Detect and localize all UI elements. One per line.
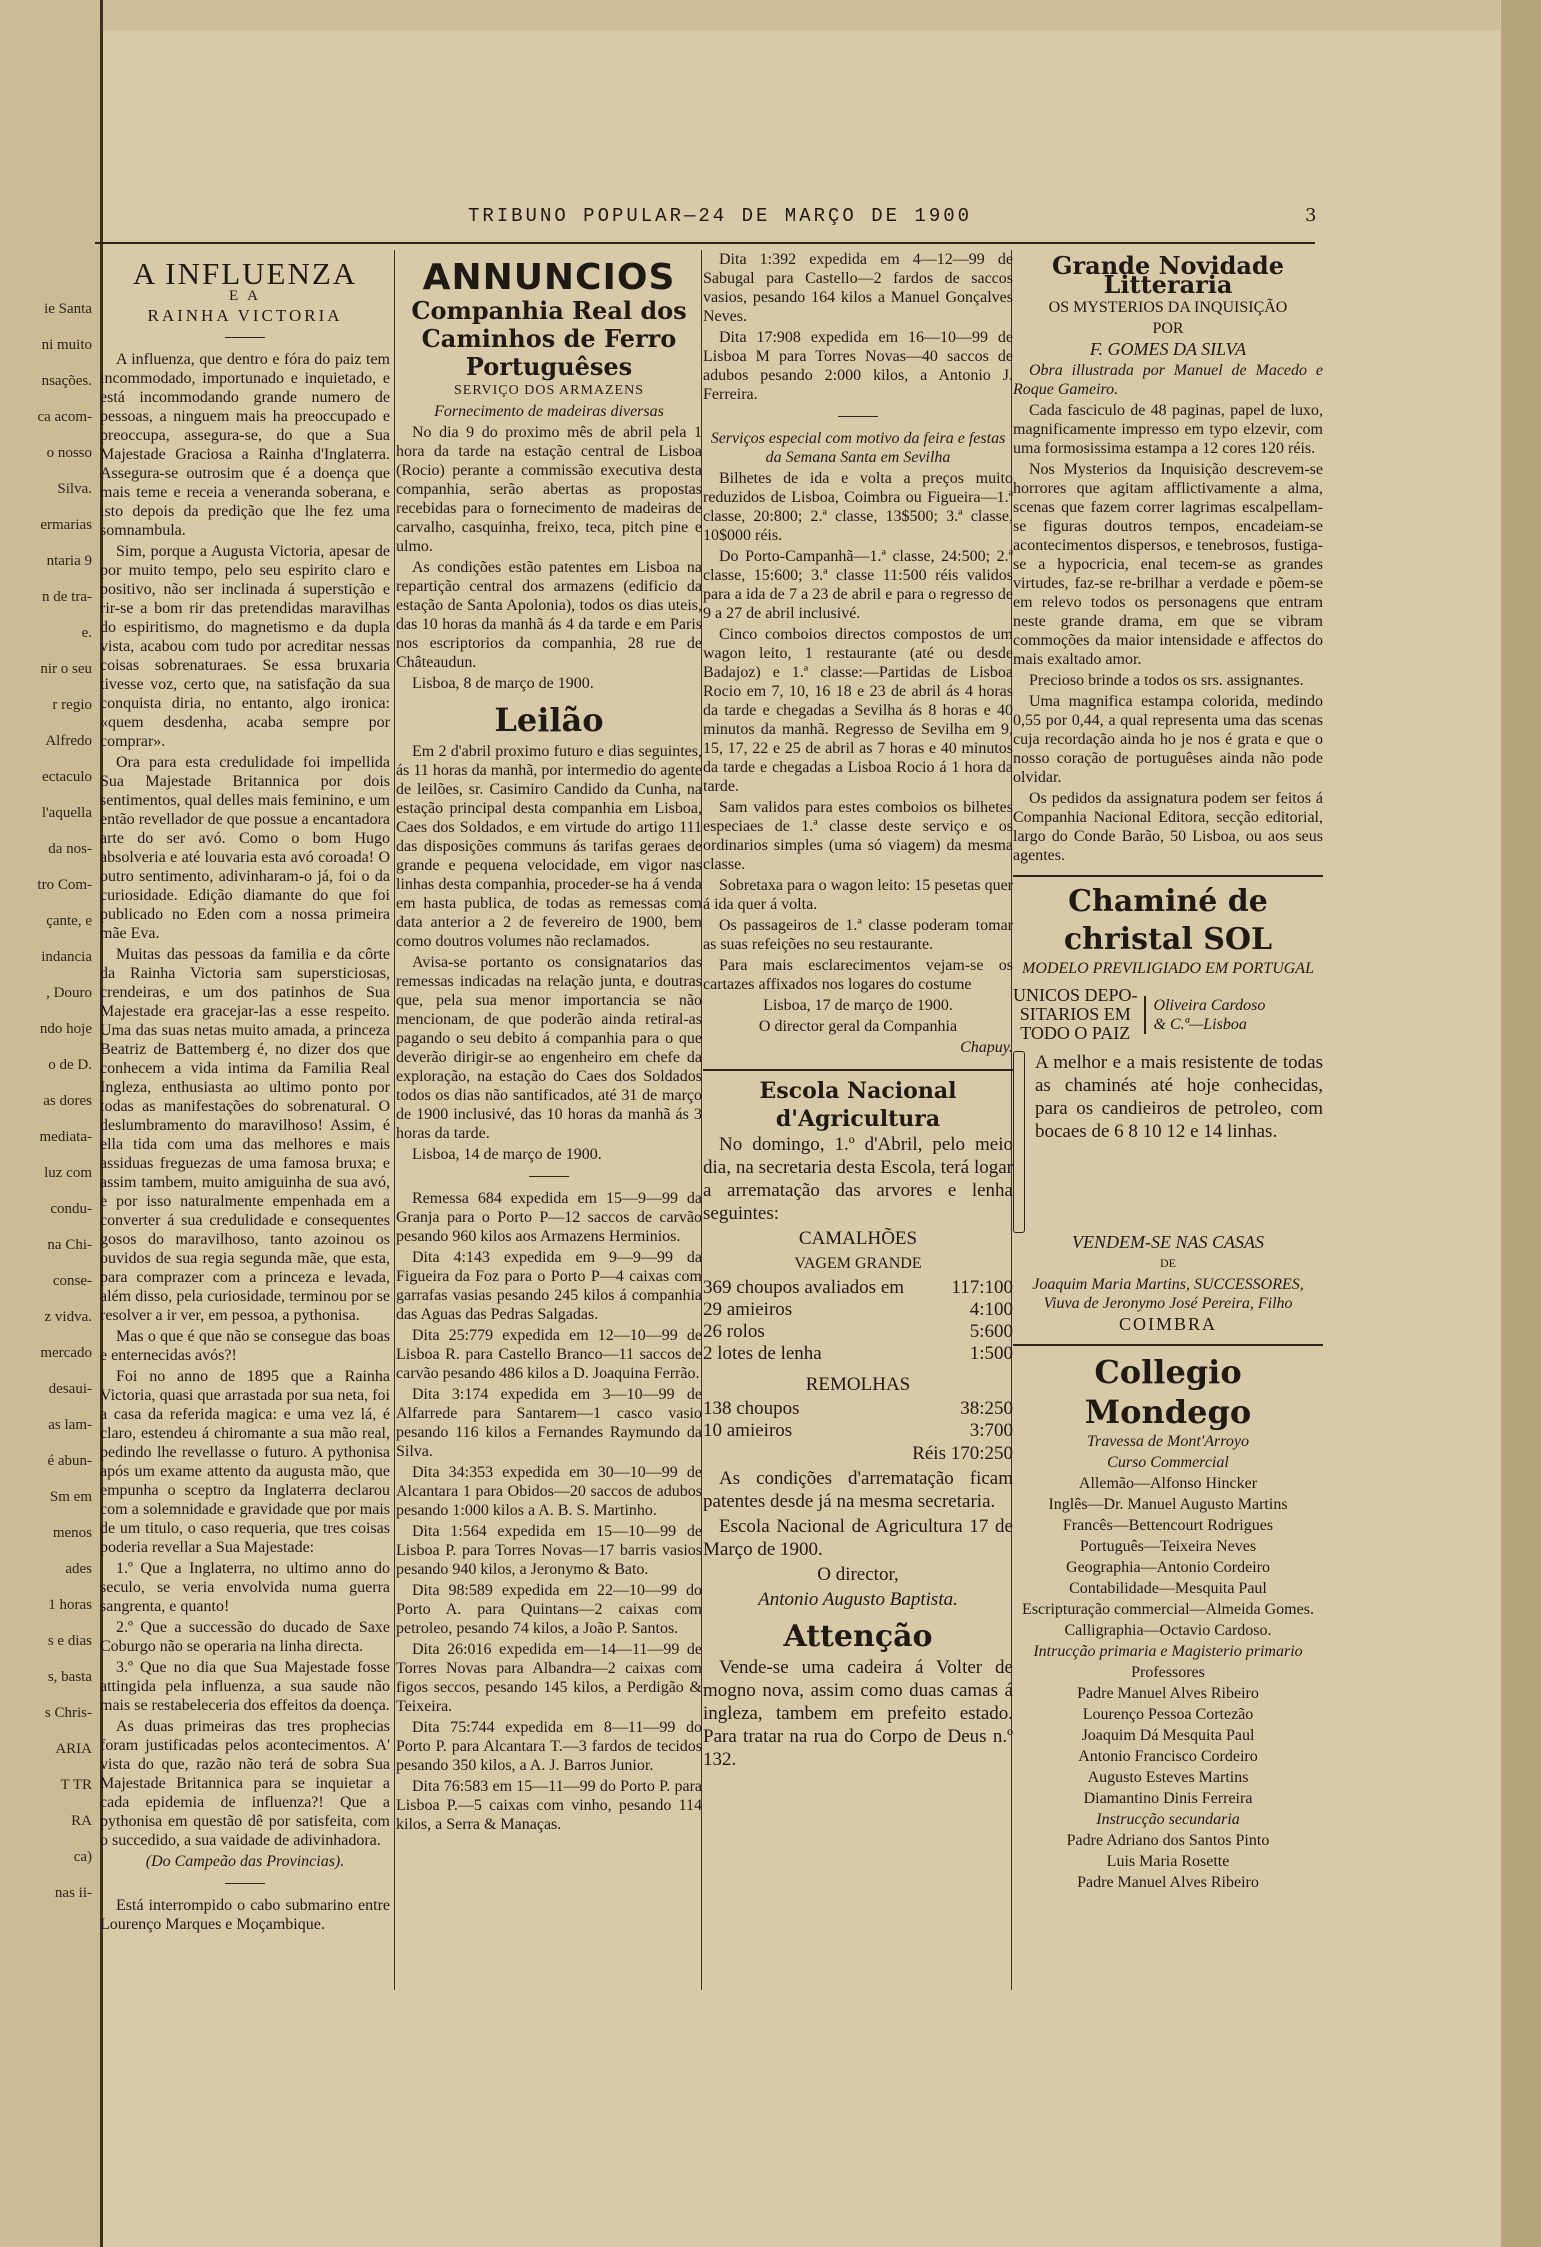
binding-fragment: z vidva. [44, 1309, 92, 1325]
paragraph: Para mais esclarecimentos vejam-se os cartazes affixados nos logares do costume [703, 957, 1013, 993]
professor-line: Lourenço Pessoa Cortezão [1082, 1706, 1254, 1723]
binding-fragment: ie Santa [44, 301, 92, 317]
binding-fragment: da nos- [48, 841, 92, 857]
article-subtitle: RAINHA VICTORIA [147, 306, 343, 325]
lot-row [703, 1420, 1013, 1442]
section-title: ANNUNCIOS [422, 257, 676, 298]
paragraph: Ora para esta credulidade foi impellida Sua Majestade Britannica por dois sentimentos, qual delles mais feminino, e um então revellador de que possue a encantadora arte do ser avó. Como o bom Hugo absolveria e até louvaria esta avó coroada! O outro sentimento, adivinharam-o já, foi o da curiosidade. Edição diamante do que foi publicado no Eden com a nossa primeira mãe Eva. [100, 754, 390, 942]
binding-fragment: tro Com- [37, 877, 92, 893]
school-title: Escola Nacional d'Agricultura [759, 1078, 957, 1132]
sellers-heading: VENDEM-SE NAS CASAS [1072, 1232, 1264, 1252]
binding-fragment: ca acom- [37, 409, 92, 425]
ad-company: Companhia Real dos Caminhos de Ferro Portuguêses [411, 296, 687, 381]
paragraph: No dia 9 do proximo mês de abril pela 1 hora da tarde na estação central de Lisboa (Rocio) perante a commissão executiva desta companhia, serão abertas as propostas recebidas para o fornecimento de madeiras de carvalho, casquinha, freixo, teca, pitch pine e ulmo. [396, 424, 702, 555]
paragraph: 3.º Que no dia que Sua Majestade fosse attingida pela influenza, a sua saude não mais se restabeleceria dos effeitos da doença. [100, 1659, 390, 1714]
lot-row [703, 1321, 1013, 1343]
paragraph: Escola Nacional de Agricultura 17 de Março de 1900. [703, 1516, 1013, 1560]
paragraph: Avisa-se portanto os consignatarios das remessas indicadas na relação junta, e doutras que, pela sua menor importancia se não mencionam, de que poderão ainda retiral-as pagando o seu debito á companhia para o que deverão dirigir-se ao engenheiro em chefe da exploração, na estação do Caes dos Soldados todos os dias não santificados, até 31 de março de 1900 inclusivé, das 10 horas da manhã ás 3 horas da tarde. [396, 954, 702, 1142]
divider [225, 1883, 265, 1884]
binding-fragment: luz com [44, 1165, 92, 1181]
newspaper-header: TRIBUNO POPULAR—24 DE MARÇO DE 1900 [467, 205, 973, 227]
ad-service: SERVIÇO DOS ARMAZENS [453, 383, 645, 398]
previous-page-fragment [0, 0, 103, 2247]
binding-fragment: 1 horas [48, 1597, 92, 1613]
lot-heading: REMOLHAS [805, 1374, 911, 1395]
paragraph: A melhor e a mais resistente de todas as chaminés até hoje conhecidas, para os candieiros de petroleo, com bocaes de 6 8 10 12 e 14 linhas. [1035, 1052, 1323, 1142]
sellers-de: DE [1160, 1256, 1176, 1270]
paragraph: Dita 17:908 expedida em 16—10—99 de Lisboa M para Torres Novas—40 saccos de adubos pesando 2:000 kilos, a Antonio J. Ferreira. [703, 329, 1013, 403]
page-right-edge [1501, 0, 1541, 2247]
binding-fragment: ca) [73, 1849, 92, 1865]
lot-row [703, 1343, 1013, 1365]
binding-fragment: s, basta [47, 1669, 92, 1685]
binding-fragment: Sm em [49, 1489, 92, 1505]
binding-fragment: nsações. [41, 373, 92, 389]
depositaries [1013, 986, 1323, 1043]
book-por: POR [1152, 320, 1184, 337]
source-credit: (Do Campeão das Provincias). [145, 1853, 345, 1870]
lot-label: 26 rolos [703, 1321, 765, 1342]
attention-title: Attenção [783, 1619, 933, 1654]
paragraph: Uma magnifica estampa colorida, medindo 0,55 por 0,44, a qual representa uma das scenas cuja recordação ainda ho je nos é grata e que o nosso coração de portuguêses ainda não pode olvidar. [1013, 693, 1323, 786]
course-title: Intrucção primaria e Magisterio primario [1033, 1643, 1303, 1660]
lot-row [703, 1277, 1013, 1299]
dep-line: TODO O PAIZ [1020, 1023, 1131, 1043]
dep-name: Oliveira Cardoso [1153, 996, 1266, 1014]
paragraph: Muitas das pessoas da familia e da côrte da Rainha Victoria sam supersticiosas, crendeiras, e um dos patinhos de Sua Majestade era gracejar-las a esse respeito. Uma das suas netas muito amada, a princeza Beatriz de Battemberg é, no dizer dos que conhecem a vida intima da Familia Real Ingleza, enthusiasta ao ultimo ponto por todas as manifestações do sobrenatural. O deslumbramento do maravilhoso! Assim, é ella tida com uma das melhores e mais assiduas freguezas de uma famosa bruxa; e assim tambem, muito amiguinha de sua avó, e por isso naturalmente empenhada em a converter á sua credulidade e consequentes gosos do maravilhoso, tanto azoinou os ouvidos de sua regia segunda mãe, que esta, para comprazer com a princeza e levada, além disso, pela curiosidade, terminou por se resolver a ir ver, em pessoa, a pythonisa. [100, 946, 390, 1324]
book-title: OS MYSTERIOS DA INQUISIÇÃO [1048, 299, 1288, 316]
column-ads-middle [703, 250, 1013, 2000]
lot-label: 369 choupos avaliados em [703, 1277, 905, 1298]
paragraph: 1.º Que a Inglaterra, no ultimo anno do seculo, se veria envolvida numa guerra sangrenta, e quanto! [100, 1560, 390, 1615]
binding-fragment: desaui- [48, 1381, 92, 1397]
binding-fragment: mercado [40, 1345, 92, 1361]
paragraph: Em 2 d'abril proximo futuro e dias seguintes, ás 11 horas da manhã, por intermedio do agente de leilões, sr. Casimiro Candido da Cunha, na estação principal desta companhia em Lisboa, Caes dos Soldados, e em virtude do artigo 111 das disposições communs ás tarifas geraes de grande e pequena velocidade, em vigor nas linhas desta companhia, proceder-se ha á venda em hasta publica, de todas as remessas com data anterior a 2 de fevereiro de 1900, bem como doutros volumes não reclamados. [396, 743, 702, 950]
binding-fragment: l'aquella [41, 805, 92, 821]
binding-fragment: ndo hoje [39, 1021, 92, 1037]
date-line: Lisboa, 17 de março de 1900. [763, 997, 953, 1014]
binding-fragment: s Chris- [44, 1705, 92, 1721]
remessas-list [396, 1189, 702, 1834]
paragraph: Cinco comboios directos compostos de um wagon leito, 1 restaurante (até ou desde Badajoz) e 1.ª classe:—Partidas de Lisboa Rocio em 7, 10, 16 18 e 23 de abril ás 4 horas da tarde e chegadas a Sevilha ás 8 horas e 40 minutos da manhã. Regresso de Sevilha em 9, 15, 17, 22 e 25 de abril as 7 horas e 40 minutos da tarde e chegadas a Lisboa Rocio á 1 hora da tarde. [703, 626, 1013, 795]
paragraph: Mas o que é que não se consegue das boas e enternecidas avós?! [100, 1328, 390, 1364]
services-title: Serviços especial com motivo da feira e festas da Semana Santa em Sevilha [710, 430, 1006, 466]
teacher-line: Contabilidade—Mesquita Paul [1069, 1580, 1267, 1597]
teacher-line: Francês—Bettencourt Rodrigues [1062, 1517, 1274, 1534]
lots-table [703, 1277, 1013, 1365]
professors-list [1013, 1831, 1323, 1892]
binding-fragment: ermarias [40, 517, 92, 533]
header-rule [95, 242, 1315, 244]
paragraph: Do Porto-Campanhã—1.ª classe, 24:500; 2.ª classe, 15:600; 3.ª classe 11:500 réis validos para a ida de 7 a 23 de abril e para o regresso de 9 a 27 de abril inclusivé. [703, 548, 1013, 622]
lot-value: 38:250 [960, 1398, 1013, 1419]
college-address: Travessa de Mont'Arroyo [1087, 1433, 1249, 1450]
lots-total: Réis 170:250 [912, 1443, 1013, 1464]
binding-fragment: menos [52, 1525, 92, 1541]
ad-subject: Fornecimento de madeiras diversas [434, 403, 664, 420]
professor-line: Antonio Francisco Cordeiro [1078, 1748, 1258, 1765]
lot-heading: CAMALHÕES [798, 1228, 918, 1249]
teacher-line: Allemão—Alfonso Hincker [1078, 1475, 1258, 1492]
binding-fragment: nir o seu [40, 661, 92, 677]
date-line: Lisboa, 14 de março de 1900. [412, 1146, 602, 1163]
binding-fragment: ectaculo [42, 769, 92, 785]
dep-line: SITARIOS EM [1019, 1004, 1131, 1024]
paragraph: Cada fasciculo de 48 paginas, papel de luxo, magnificamente impresso em typo elzevir, com uma formosissima estampa a 12 cores 120 réis. [1013, 402, 1323, 457]
lot-value: 1:500 [969, 1343, 1013, 1364]
divider [529, 1176, 569, 1177]
college-title: Collegio Mondego [1084, 1353, 1252, 1431]
dep-line: UNICOS DEPO- [1013, 985, 1138, 1005]
page-number: 3 [1305, 205, 1317, 226]
article-title: A INFLUENZA [132, 256, 358, 291]
lot-value: 5:600 [969, 1321, 1013, 1342]
binding-fragment: indancia [41, 949, 92, 965]
teacher-line: Calligraphia—Octavio Cardoso. [1064, 1622, 1272, 1639]
course-title: Instrucção secundaria [1096, 1811, 1240, 1828]
binding-fragment: nas ii- [54, 1885, 92, 1901]
remessa-item: Dita 75:744 expedida em 8—11—99 do Porto P. para Alcantara T.—3 fardos de tecidos pesando 350 kilos, a A. J. Barros Junior. [396, 1719, 702, 1774]
date-line: Lisboa, 8 de março de 1900. [412, 675, 594, 692]
binding-fragment: é abun- [47, 1453, 92, 1469]
remessa-item: Dita 1:564 expedida em 15—10—99 de Lisboa P. para Torres Novas—17 barris vasios pesando 940 kilos, a Jeronymo & Bato. [396, 1523, 702, 1578]
remessa-item: Dita 25:779 expedida em 12—10—99 de Lisboa R. para Castello Branco—11 saccos de carvão pesando 486 kilos a D. Joaquina Ferrão. [396, 1327, 702, 1382]
paragraph: Os passageiros de 1.ª classe poderam tomar as suas refeições no seu restaurante. [703, 917, 1013, 953]
signature-title: O director, [817, 1564, 899, 1585]
paragraph: As condições d'arrematação ficam patentes desde já na mesma secretaria. [703, 1468, 1013, 1512]
dep-name: & C.ª—Lisboa [1153, 1015, 1247, 1033]
course-title: Curso Commercial [1107, 1454, 1229, 1471]
binding-fragment: , Douro [46, 985, 92, 1001]
binding-fragment: mediata- [39, 1129, 92, 1145]
lot-value: 3:700 [969, 1420, 1013, 1441]
lot-label: 29 amieiros [703, 1299, 793, 1320]
column-influenza [100, 250, 390, 2000]
binding-fragment: conse- [52, 1273, 92, 1289]
binding-fragment: ades [65, 1561, 92, 1577]
professor-line: Diamantino Dinis Ferreira [1083, 1790, 1253, 1807]
book-ad-title: Grande Novidade Litteraria [1052, 251, 1284, 299]
professors-heading: Professores [1131, 1664, 1205, 1681]
lot-label: 10 amieiros [703, 1420, 793, 1441]
paragraph: A influenza, que dentro e fóra do paiz tem incommodado, importunado e inquietado, e está incommodando grande numero de pessoas, a ninguem mais ha preoccupado e preoccupa, assegura-se, do que a Sua Majestade Graciosa a Rainha d'Inglaterra. Assegura-se outrosim que é a doença que mais teme e receia a veneranda soberana, e isto depois da predição que lhe fez uma somnambula. [100, 351, 390, 539]
signature: Antonio Augusto Baptista. [758, 1589, 958, 1610]
binding-fragment: Silva. [57, 481, 92, 497]
article-subtitle: E A [229, 288, 261, 304]
remessa-item: Dita 26:016 expedida em—14—11—99 de Torres Novas para Albandra—2 caixas com figos seccos, pesando 145 kilos, a Perdigão & Teixeira. [396, 1641, 702, 1715]
lot-row [703, 1398, 1013, 1420]
binding-fragment: na Chi- [47, 1237, 92, 1253]
professor-line: Padre Adriano dos Santos Pinto [1066, 1832, 1270, 1849]
binding-fragment: as lam- [48, 1417, 92, 1433]
binding-fragment: T TR [60, 1777, 92, 1793]
binding-fragment: ntaria 9 [46, 553, 92, 569]
professor-line: Padre Manuel Alves Ribeiro [1077, 1685, 1259, 1702]
paragraph: No domingo, 1.º d'Abril, pelo meio dia, na secretaria desta Escola, terá logar a arrematação das arvores e lenha seguintes: [703, 1134, 1013, 1224]
sol-body [1013, 1051, 1323, 1233]
binding-fragment: o nosso [46, 445, 92, 461]
teacher-line: Geographia—Antonio Cordeiro [1066, 1559, 1270, 1576]
teacher-line: Português—Teixeira Neves [1079, 1538, 1257, 1555]
paragraph: Está interrompido o cabo submarino entre Lourenço Marques e Moçambique. [100, 1897, 390, 1933]
signature: Chapuy. [960, 1039, 1013, 1056]
teachers-list [1013, 1474, 1323, 1640]
teacher-line: Inglês—Dr. Manuel Augusto Martins [1048, 1496, 1288, 1513]
lot-row [703, 1299, 1013, 1321]
book-author: F. GOMES DA SILVA [1089, 339, 1247, 359]
paragraph: Precioso brinde a todos os srs. assignantes. [1029, 672, 1304, 689]
binding-fragment: condu- [50, 1201, 92, 1217]
binding-fragment: as dores [43, 1093, 92, 1109]
paragraph: Dita 1:392 expedida em 4—12—99 de Sabugal para Castello—2 fardos de saccos vasios, pesando 164 kilos a Manuel Gonçalves Neves. [703, 251, 1013, 325]
lot-value: 117:100 [951, 1277, 1013, 1298]
paragraph: Sim, porque a Augusta Victoria, apesar de por muito tempo, pelo seu espirito claro e positivo, não ser inclinada á superstição e rir-se a bom rir das pretendidas maravilhas do espiritismo, do magnetismo e da dupla vista, acabou com tudo por acreditar nessas coisas sobrenaturaes. Se essa bruxaria tivesse voz, certo que, na satisfação da sua conquista diria, no entanto, algo ironica: «quem desdenha, acaba sempre por comprar». [100, 543, 390, 750]
divider [838, 416, 878, 417]
binding-fragment: çante, e [46, 913, 92, 929]
divider [225, 337, 265, 338]
binding-fragment: s e dias [47, 1633, 92, 1649]
signature-title: O director geral da Companhia [758, 1018, 958, 1035]
professors-list [1013, 1684, 1323, 1808]
column-ads-right [1013, 250, 1323, 2000]
remessa-item: Remessa 684 expedida em 15—9—99 da Granja para o Porto P—12 saccos de carvão pesando 960 kilos aos Armazens Herminios. [396, 1190, 702, 1245]
lot-subheading: VAGEM GRANDE [794, 1255, 922, 1272]
remessa-item: Dita 3:174 expedida em 3—10—99 de Alfarrede para Santarem—1 casco vasio pesando 116 kilos a Fernandes Raymundo da Silva. [396, 1386, 702, 1460]
binding-fragment: ARIA [55, 1741, 92, 1757]
lot-label: 2 lotes de lenha [703, 1343, 822, 1364]
sol-title: Chaminé de christal SOL [1063, 884, 1273, 957]
professor-line: Luis Maria Rosette [1106, 1853, 1230, 1870]
teacher-line: Escripturação commercial—Almeida Gomes. [1022, 1601, 1314, 1618]
paragraph: As duas primeiras das tres prophecias foram justificadas pelos acontecimentos. A' vista do que, razão não terá de sobra Sua Majestade Britannica para se inquietar a cada epidemia de influenza?! Que a pythonisa em questão dê por satisfeita, com o succedido, a sua vaidade de adivinhadora. [100, 1718, 390, 1849]
binding-fragment: e. [81, 625, 92, 641]
book-illustrators: Obra illustrada por Manuel de Macedo e Roque Gameiro. [1013, 362, 1323, 398]
sol-subtitle: MODELO PREVILIGIADO EM PORTUGAL [1022, 960, 1314, 977]
paragraph: Sobretaxa para o wagon leito: 15 pesetas quer á ida quer á volta. [703, 877, 1013, 913]
column-divider [394, 250, 395, 1990]
professor-line: Padre Manuel Alves Ribeiro [1077, 1874, 1259, 1891]
paragraph: Vende-se uma cadeira á Volter de mogno nova, assim como duas camas á ingleza, tambem em prefeito estado. Para tratar na rua do Corpo de Deus n.º 132. [703, 1657, 1013, 1770]
column-annuncios [396, 250, 702, 2000]
city: COIMBRA [1118, 1314, 1217, 1334]
paragraph: Nos Mysterios da Inquisição descrevem-se horrores que agitam afflictivamente a alma, scenas que fazem correr lagrimas escalpellam-se figuras doutros tempos, encadeiam-se acontecimentos dispersos, e tenebrosos, fustiga-se a hypocricia, enal tecem-se as grandes virtudes, faz-se re-brilhar a verdade e põem-se em relevo todos os personagens que entram neste grande drama, em que se vibram commoções da maior intensidade e affectos do mais exaltado amor. [1013, 461, 1323, 668]
binding-fragment: r regio [52, 697, 92, 713]
lot-label: 138 choupos [703, 1398, 800, 1419]
lot-value: 4:100 [969, 1299, 1013, 1320]
sellers: Joaquim Maria Martins, SUCCESSORES, Viuva de Jeronymo José Pereira, Filho [1032, 1276, 1304, 1312]
binding-fragment: ni muito [41, 337, 92, 353]
remessa-item: Dita 76:583 em 15—11—99 do Porto P. para Lisboa P.—5 caixas com vinho, pesando 114 kilos, a Serra & Manaças. [396, 1778, 702, 1833]
paragraph: As condições estão patentes em Lisboa na repartição central dos armazens (edificio da estação de Santa Apolonia), todos os dias uteis, das 10 horas da manhã ás 4 da tarde e em Paris nos escriptorios da companhia, 28 rue de Châteaudun. [396, 559, 702, 671]
binding-fragment: o de D. [48, 1057, 92, 1073]
paragraph: Os pedidos da assignatura podem ser feitos á Companhia Nacional Editora, secção editorial, largo do Conde Barão, 50 Lisboa, ou aos seus agentes. [1013, 790, 1323, 864]
binding-fragment: RA [71, 1813, 92, 1829]
remessa-item: Dita 34:353 expedida em 30—10—99 de Alcantara 1 para Obidos—20 saccos de adubos pesando 1:000 kilos a A. B. S. Martinho. [396, 1464, 702, 1519]
binding-fragment: n de tra- [42, 589, 92, 605]
paragraph: Foi no anno de 1895 que a Rainha Victoria, quasi que arrastada por sua neta, foi a casa da referida magica: e uma vez lá, é claro, estendeu á chiromante a sua mão real, pedindo lhe revellasse o futuro. A pythonisa após um exame attento da augusta mão, que empunha o sceptro da Inglaterra declarou com a solemnidade e gravidade que por mais de um titulo, o caso requeria, que tres coisas poderia revellar a Sua Majestade: [100, 1368, 390, 1556]
paragraph: Sam validos para estes comboios os bilhetes especiaes de 1.ª classe deste serviço e os ordinarios simples (uma só viagem) da mesma classe. [703, 799, 1013, 873]
paragraph: Bilhetes de ida e volta a preços muito reduzidos de Lisboa, Coimbra ou Figueira—1.ª classe, 20:800; 2.ª classe, 13$500; 3.ª classe, 10$000 réis. [703, 470, 1013, 544]
page-top-edge [100, 0, 1500, 30]
chimney-icon [1013, 1051, 1025, 1233]
professor-line: Augusto Esteves Martins [1087, 1769, 1249, 1786]
leilao-title: Leilão [494, 701, 604, 739]
lots-table [703, 1398, 1013, 1442]
paragraph: 2.º Que a successão do ducado de Saxe Coburgo não se operaria na linha directa. [100, 1619, 390, 1655]
remessa-item: Dita 4:143 expedida em 9—9—99 da Figueira da Foz para o Porto P—4 caixas com garrafas vasias pesando 245 kilos á companhia das Aguas das Pedras Salgadas. [396, 1249, 702, 1323]
remessa-item: Dita 98:589 expedida em 22—10—99 do Porto A. para Quintans—2 caixas com petroleo, pesando 74 kilos, a João P. Santos. [396, 1582, 702, 1637]
professor-line: Joaquim Dá Mesquita Paul [1081, 1727, 1255, 1744]
binding-fragment: Alfredo [45, 733, 92, 749]
